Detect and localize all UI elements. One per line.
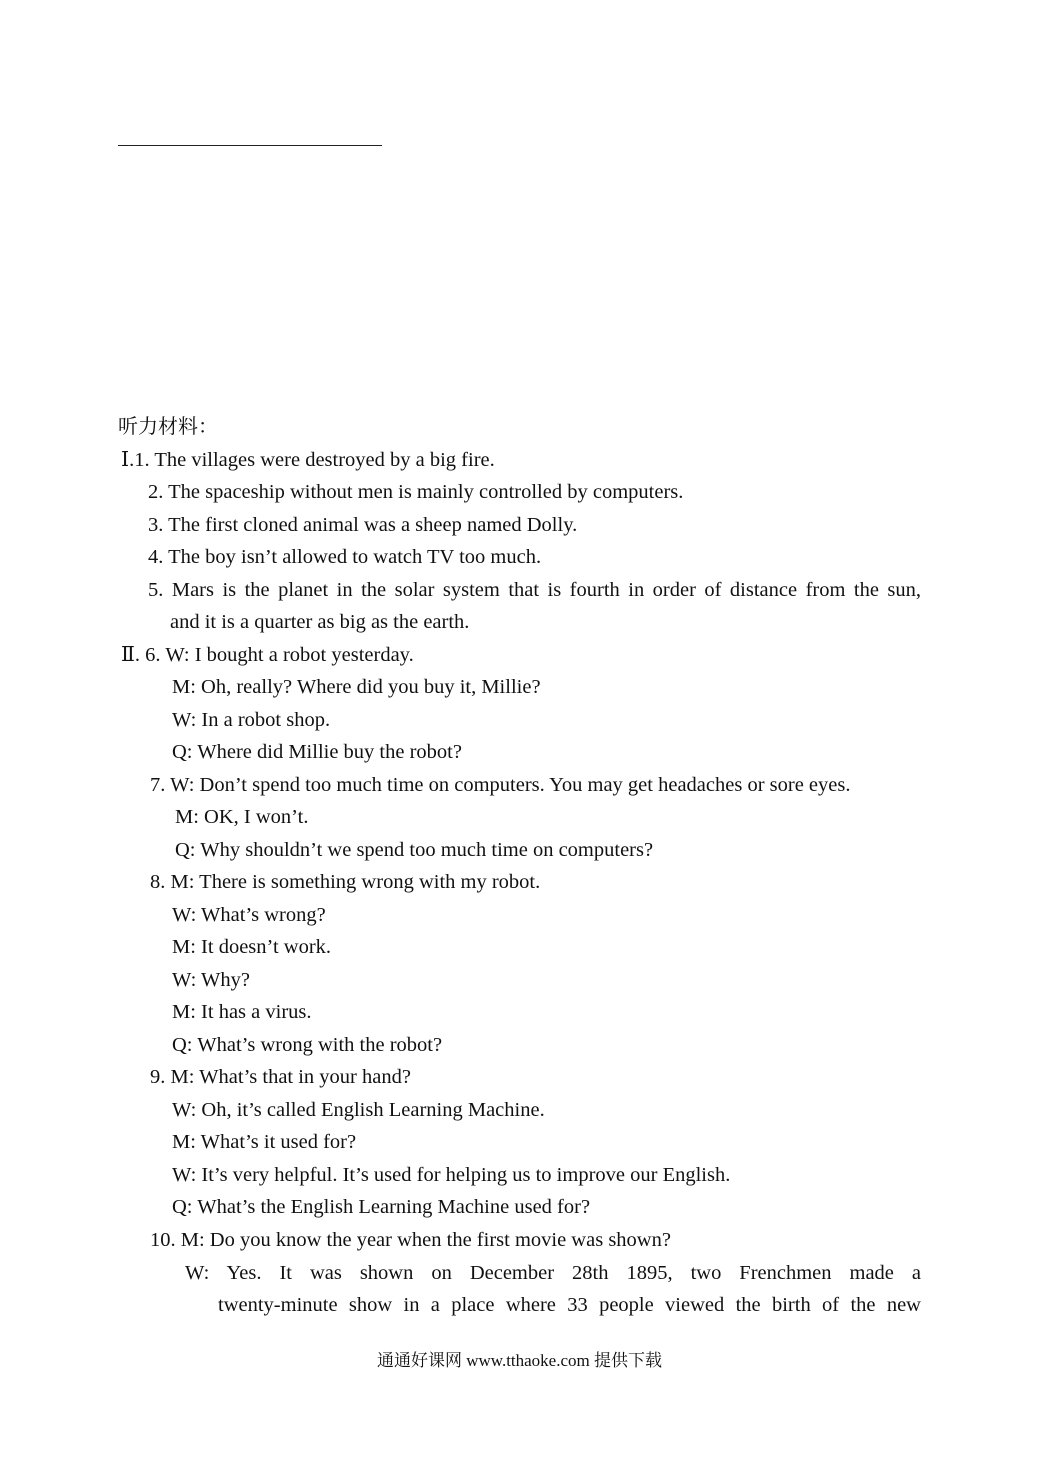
text-line: W: Yes. It was shown on December 28th 1895, two Frenchmen made a [185,1262,921,1284]
text-line: M: It has a virus. [172,1001,312,1023]
text-line: M: Oh, really? Where did you buy it, Millie? [172,676,541,698]
text-line: M: OK, I won’t. [175,806,309,828]
text-line: W: It’s very helpful. It’s used for helping us to improve our English. [172,1164,731,1186]
text-line: 3. The first cloned animal was a sheep named Dolly. [148,514,578,536]
text-line: 2. The spaceship without men is mainly controlled by computers. [148,481,684,503]
text-line: Q: Where did Millie buy the robot? [172,741,462,763]
text-line: Ⅱ. 6. W: I bought a robot yesterday. [121,644,414,666]
text-line: Q: What’s wrong with the robot? [172,1034,443,1056]
text-line: 7. W: Don’t spend too much time on computers. You may get headaches or sore eyes. [150,774,851,796]
text-line: M: It doesn’t work. [172,936,332,958]
text-line: 4. The boy isn’t allowed to watch TV too much. [148,546,542,568]
text-line: M: What’s it used for? [172,1131,357,1153]
text-line: twenty-minute show in a place where 33 people viewed the birth of the new [218,1294,921,1316]
text-line: W: Oh, it’s called English Learning Machine. [172,1099,545,1121]
footer-watermark: 通通好课网 www.tthaoke.com 提供下载 [376,1351,663,1370]
text-line: 8. M: There is something wrong with my robot. [150,871,541,893]
text-line: 9. M: What’s that in your hand? [150,1066,411,1088]
text-line: W: What’s wrong? [172,904,326,926]
text-line: W: Why? [172,969,250,991]
top-rule [118,145,382,146]
listening-material-heading: 听力材料： [118,414,218,438]
text-line: 10. M: Do you know the year when the first movie was shown? [150,1229,671,1251]
text-line: and it is a quarter as big as the earth. [170,611,470,633]
text-line: Q: Why shouldn’t we spend too much time on computers? [175,839,654,861]
text-line: Ⅰ.1. The villages were destroyed by a big fire. [121,449,495,471]
text-line: Q: What’s the English Learning Machine used for? [172,1196,591,1218]
text-line: W: In a robot shop. [172,709,331,731]
text-line: 5. Mars is the planet in the solar system that is fourth in order of distance from the sun, [148,579,921,601]
